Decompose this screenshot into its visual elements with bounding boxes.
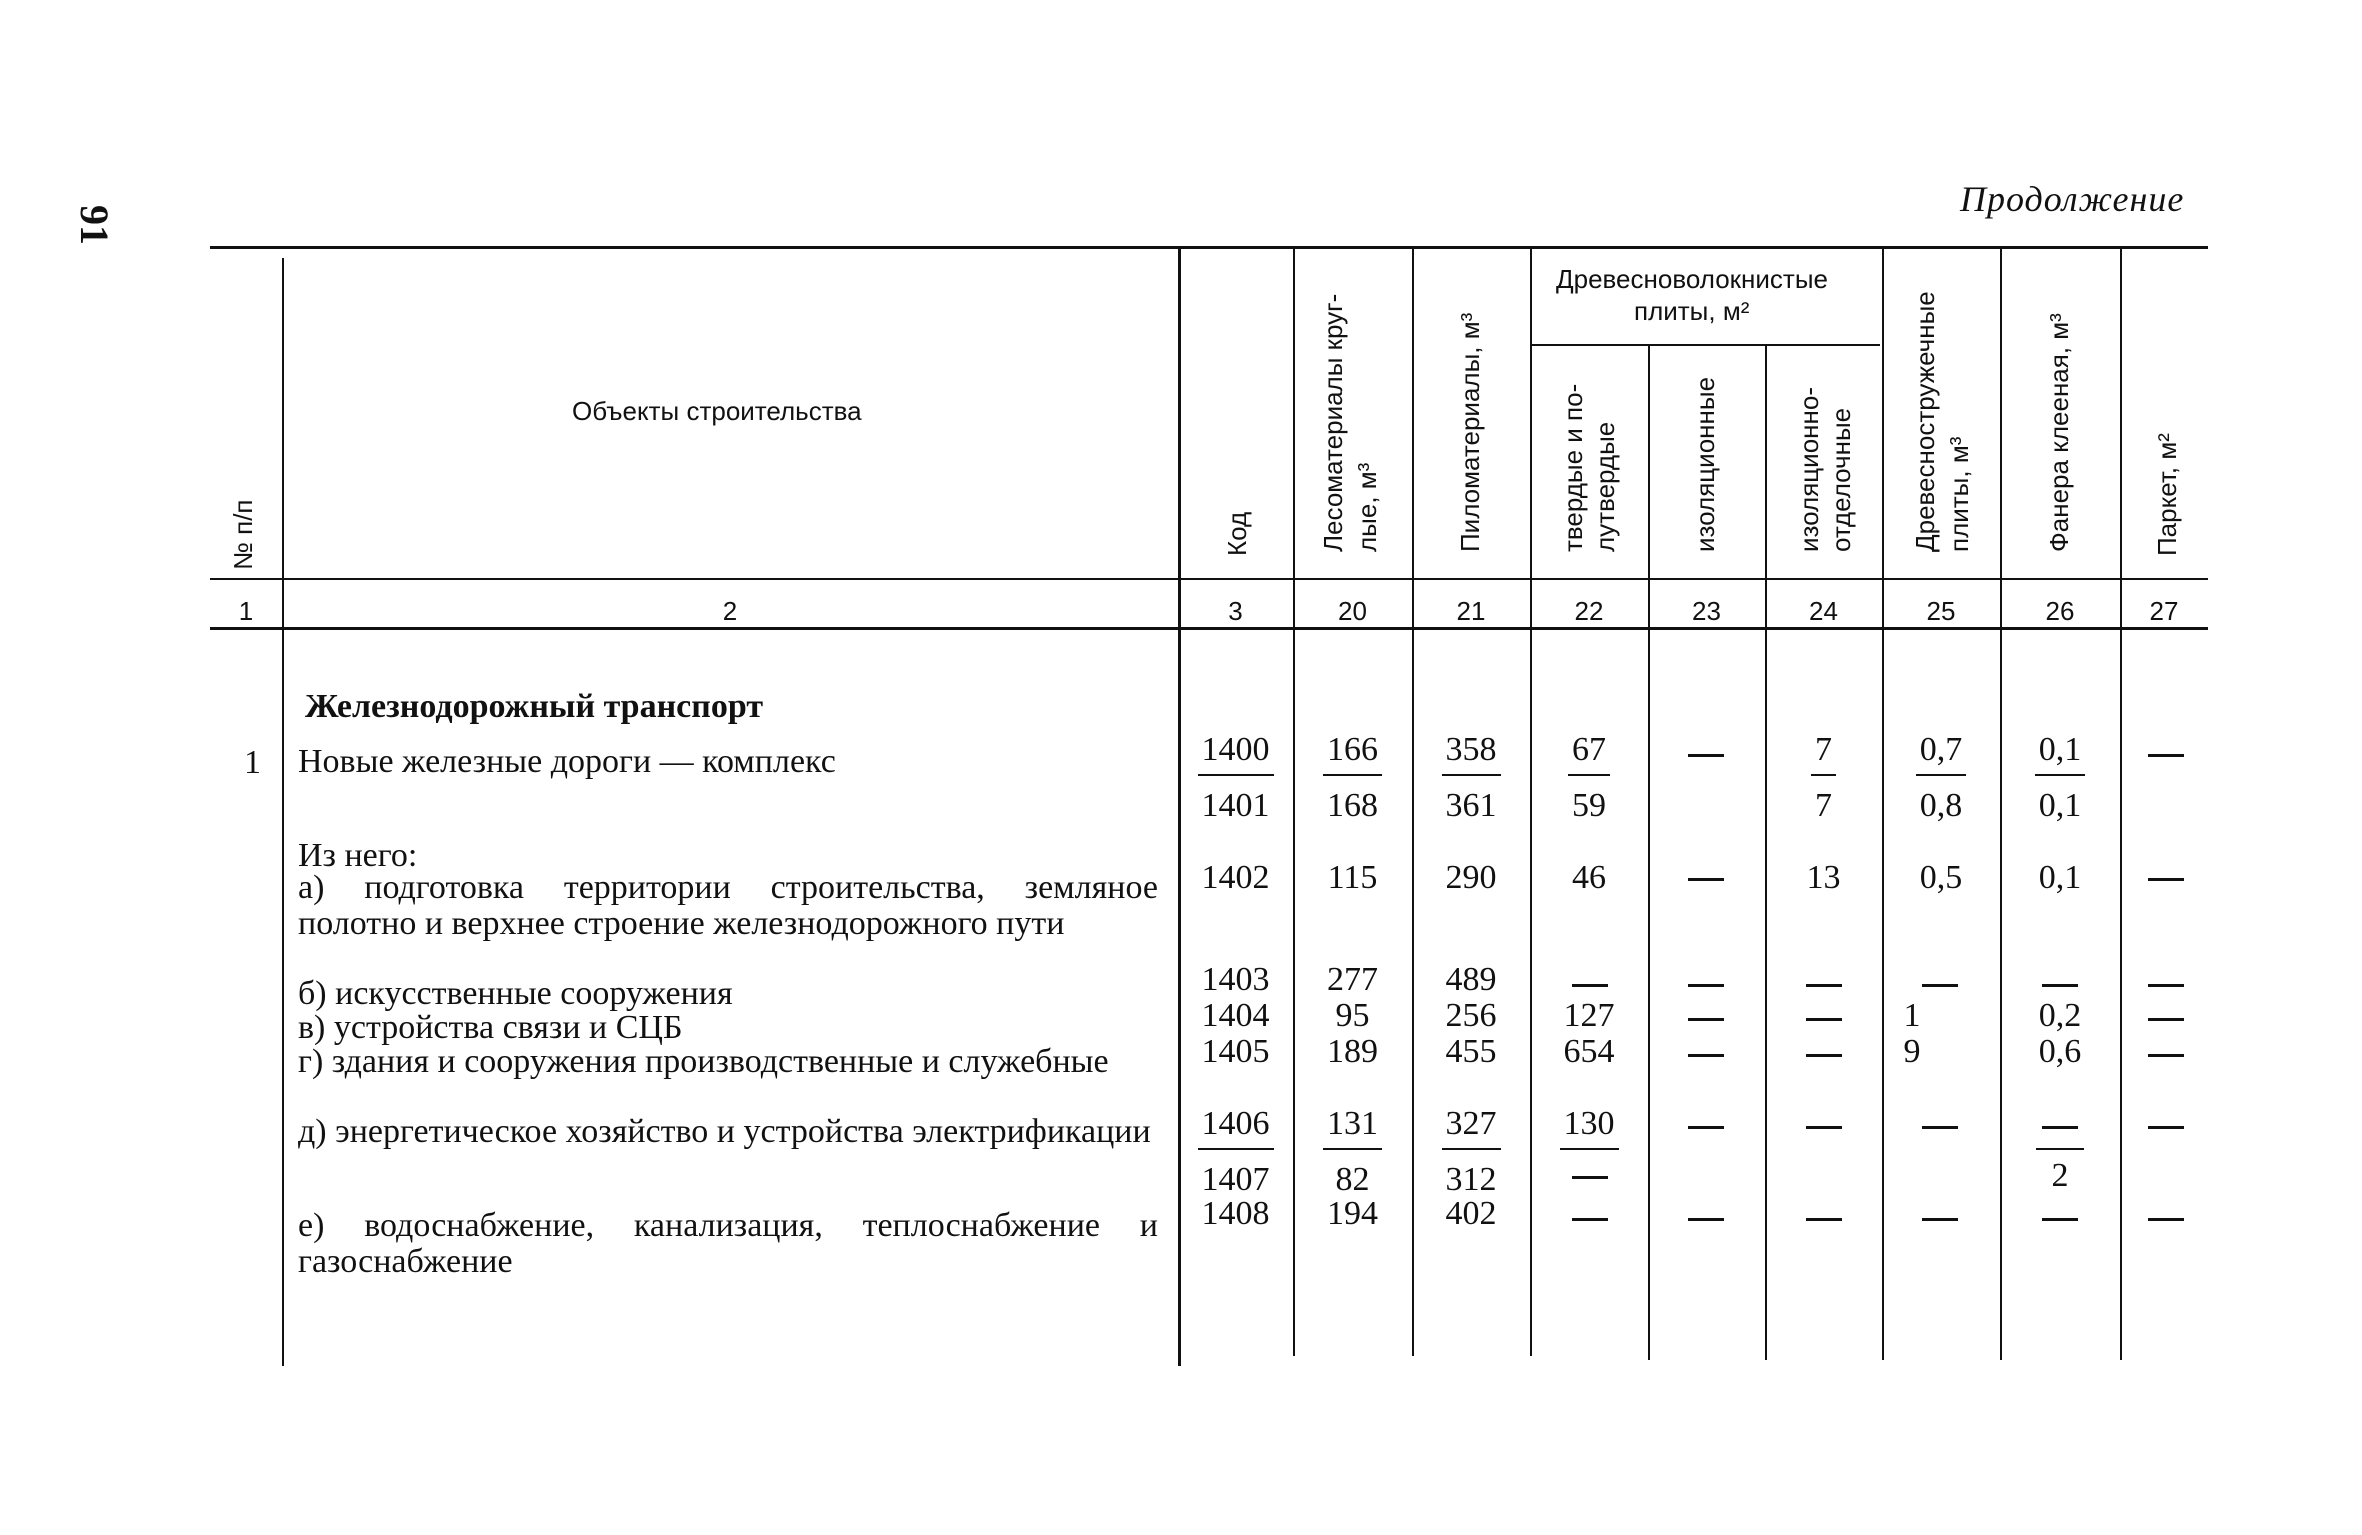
colnum: 1 — [238, 596, 254, 626]
empty-dash — [2042, 1218, 2078, 1221]
colnum-bottom-rule — [210, 627, 2208, 630]
fraction-numerator: 7 — [1811, 732, 1836, 776]
colnum: 2 — [722, 596, 738, 626]
row-b-c21: 489 — [1445, 961, 1497, 998]
row-a-c24: 13 — [1806, 859, 1841, 896]
row-a-code: 1402 — [1201, 859, 1270, 896]
fraction-denominator: 0,1 — [2038, 787, 2082, 824]
header-insulating-finishing-b: отделочные — [1826, 407, 1856, 552]
empty-dash — [1688, 1126, 1724, 1129]
empty-dash — [1806, 1054, 1842, 1057]
complex-c21 — [1412, 732, 1530, 824]
row-v-c25: 1 — [1903, 997, 1921, 1034]
colnum: 20 — [1338, 596, 1367, 626]
row-e-c20: 194 — [1327, 1195, 1378, 1232]
empty-dash — [2148, 1218, 2184, 1221]
row-a-text: а) подготовка территории строительства, земляное полотно и верхнее строение железнодорожного пути — [298, 869, 1158, 942]
row-a-c21: 290 — [1445, 859, 1497, 896]
row-e-c21: 402 — [1445, 1195, 1497, 1232]
fraction-bar — [2036, 1148, 2084, 1150]
header-insulating-finishing: изоляционно- — [1794, 386, 1824, 552]
fraction-numerator: 0,7 — [1916, 732, 1967, 776]
fraction-numerator: 131 — [1323, 1106, 1382, 1150]
fraction-denominator: 312 — [1445, 1161, 1497, 1198]
empty-dash — [2148, 984, 2184, 987]
col-divider-1 — [282, 258, 284, 1366]
empty-dash — [1806, 1018, 1842, 1021]
empty-dash — [1688, 754, 1724, 757]
page-number: 91 — [72, 205, 117, 245]
row-g-c26: 0,6 — [2038, 1033, 2082, 1070]
colnum: 22 — [1574, 596, 1604, 626]
row-g-c20: 189 — [1327, 1033, 1378, 1070]
colnum: 24 — [1809, 596, 1838, 626]
empty-dash — [1806, 1126, 1842, 1129]
fraction-numerator: 358 — [1442, 732, 1501, 776]
colnum: 23 — [1692, 596, 1721, 626]
colnum: 3 — [1228, 596, 1243, 626]
fraction-numerator: 327 — [1442, 1106, 1501, 1150]
empty-dash — [1922, 1218, 1958, 1221]
fiberboard-group-rule — [1530, 344, 1880, 346]
complex-c25 — [1882, 732, 2000, 824]
row-g-c25: 9 — [1903, 1033, 1921, 1070]
empty-dash — [1688, 1054, 1724, 1057]
empty-dash — [1688, 1218, 1724, 1221]
col-divider-26 — [2120, 246, 2122, 1360]
fraction-numerator: 1400 — [1198, 732, 1274, 776]
row-e-code: 1408 — [1201, 1195, 1270, 1232]
empty-dash — [2148, 1126, 2184, 1129]
row-d-text: д) энергетическое хозяйство и устройства электрификации — [298, 1113, 1151, 1150]
empty-dash — [2148, 1054, 2184, 1057]
row-g-c22: 654 — [1563, 1033, 1615, 1070]
colnum: 26 — [2045, 596, 2075, 626]
empty-dash — [1922, 984, 1958, 987]
empty-dash — [2148, 754, 2184, 757]
empty-dash — [2042, 984, 2078, 987]
row-v-c20: 95 — [1335, 997, 1370, 1034]
colnum: 25 — [1926, 596, 1956, 626]
complex-c22 — [1530, 732, 1648, 824]
header-plywood: Фанера клееная, м³ — [2044, 313, 2074, 552]
row-b-c20: 277 — [1327, 961, 1378, 998]
empty-dash — [1806, 984, 1842, 987]
row-g-c21: 455 — [1445, 1033, 1497, 1070]
row-b-text: б) искусственные сооружения — [298, 975, 733, 1012]
empty-dash — [1572, 1176, 1608, 1179]
row-d-c26-den: 2 — [2051, 1157, 2069, 1194]
fraction-denominator: 0,8 — [1919, 787, 1963, 824]
header-sawn: Пиломатериалы, м³ — [1455, 312, 1485, 552]
table-top-rule — [210, 246, 2208, 249]
fraction-numerator: 1406 — [1198, 1106, 1274, 1150]
row-g-text: г) здания и сооружения производственные и служебные — [298, 1043, 1109, 1080]
colnum: 27 — [2149, 596, 2179, 626]
row-d-code — [1178, 1106, 1293, 1198]
col-divider-22 — [1648, 344, 1650, 1360]
header-code: Код — [1222, 511, 1252, 556]
continuation-label: Продолжение — [1960, 179, 2185, 219]
row-d-c21 — [1412, 1106, 1530, 1198]
row-number: 1 — [244, 744, 261, 781]
complex-c26 — [2000, 732, 2120, 824]
fraction-denominator: 82 — [1335, 1161, 1370, 1198]
header-insulating: изоляционные — [1690, 376, 1720, 552]
fraction-denominator: 1407 — [1201, 1161, 1270, 1198]
row-v-text: в) устройства связи и СЦБ — [298, 1009, 683, 1046]
row-v-c21: 256 — [1445, 997, 1497, 1034]
row-d-c20 — [1293, 1106, 1412, 1198]
fraction-denominator: 1401 — [1201, 787, 1270, 824]
header-hard-fiberboard: твердые и по- — [1558, 383, 1588, 552]
header-fiberboard-unit: плиты, м² — [1634, 296, 1750, 326]
empty-dash — [1806, 1218, 1842, 1221]
colnum: 21 — [1456, 596, 1486, 626]
row-a-c25: 0,5 — [1919, 859, 1963, 896]
complex-c24 — [1765, 732, 1882, 824]
header-roundwood: Лесоматериалы круг- — [1318, 293, 1348, 552]
fraction-numerator: 0,1 — [2035, 732, 2086, 776]
empty-dash — [1572, 984, 1608, 987]
row-g-code: 1405 — [1201, 1033, 1270, 1070]
header-row-number: № п/п — [228, 499, 258, 570]
row-b-code: 1403 — [1201, 961, 1270, 998]
empty-dash — [2148, 878, 2184, 881]
row-v-c22: 127 — [1563, 997, 1615, 1034]
fraction-denominator: 168 — [1327, 787, 1378, 824]
row-v-c26: 0,2 — [2038, 997, 2082, 1034]
empty-dash — [1688, 984, 1724, 987]
fraction-denominator: 59 — [1572, 787, 1606, 824]
row-a-c20: 115 — [1327, 859, 1378, 896]
header-fiberboard-group: Древесноволокнистые — [1556, 264, 1828, 294]
empty-dash — [1688, 878, 1724, 881]
empty-dash — [1922, 1126, 1958, 1129]
empty-dash — [2042, 1126, 2078, 1129]
header-bottom-rule — [210, 578, 2208, 580]
empty-dash — [2148, 1018, 2184, 1021]
complex-code — [1178, 732, 1293, 824]
row-v-code: 1404 — [1201, 997, 1270, 1034]
of-it-label: Из него: — [298, 837, 418, 874]
header-roundwood-unit: лые, м³ — [1352, 462, 1382, 552]
header-hard-fiberboard-b: лутвердые — [1590, 421, 1620, 552]
header-parquet: Паркет, м² — [2152, 433, 2182, 556]
empty-dash — [1688, 1018, 1724, 1021]
empty-dash — [1572, 1218, 1608, 1221]
row-e-text: е) водоснабжение, канализация, теплоснабжение и газоснабжение — [298, 1207, 1158, 1280]
col-divider-23 — [1765, 344, 1767, 1360]
fraction-numerator: 67 — [1568, 732, 1610, 776]
row-a-c26: 0,1 — [2038, 859, 2082, 896]
header-objects: Объекты строительства — [572, 396, 862, 426]
complex-c20 — [1293, 732, 1412, 824]
row-a-c22: 46 — [1572, 859, 1606, 896]
header-particleboard-unit: плиты, м³ — [1944, 436, 1974, 552]
header-particleboard: Древесностружечные — [1910, 291, 1940, 552]
row-d-c22 — [1530, 1106, 1648, 1150]
fraction-denominator: 7 — [1815, 787, 1832, 824]
complex-label: Новые железные дороги — комплекс — [298, 743, 836, 780]
fraction-denominator: 361 — [1445, 787, 1497, 824]
section-title: Железнодорожный транспорт — [305, 688, 764, 725]
fraction-numerator: 166 — [1323, 732, 1382, 776]
fraction-numerator: 130 — [1560, 1106, 1619, 1150]
